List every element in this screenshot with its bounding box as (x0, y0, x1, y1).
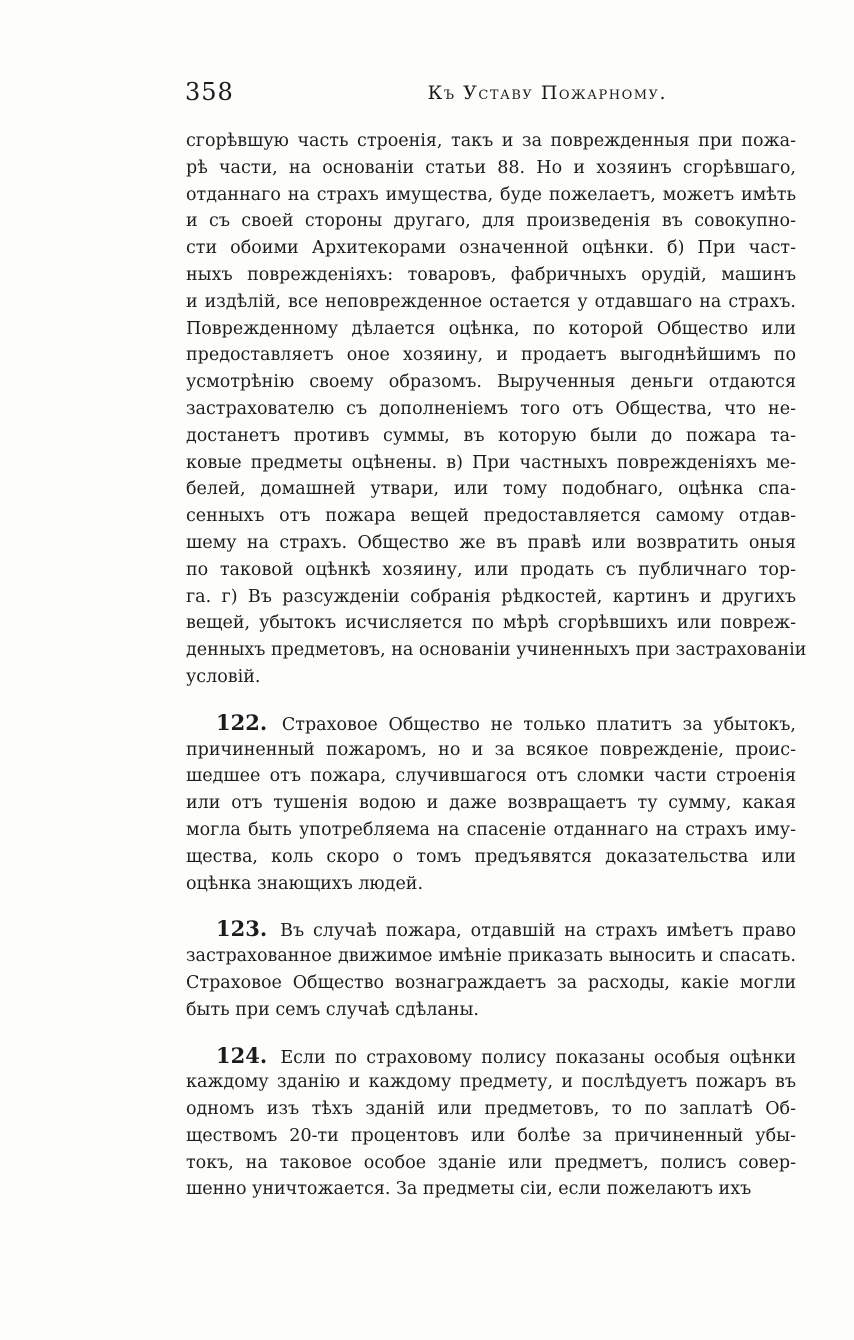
article-122 (186, 710, 796, 898)
text-line: вещей, убытокъ исчисляется по мѣрѣ сгорѣвшихъ или повреж- (186, 613, 796, 634)
text-line: сенныхъ отъ пожара вещей предоставляется самому отдав- (186, 506, 796, 527)
text-line: причиненный пожаромъ, но и за всякое поврежденіе, проис- (186, 739, 796, 760)
article-number: 123. (216, 916, 268, 942)
text-line: рѣ части, на основаніи статьи 88. Но и хозяинъ сгорѣвшаго, (186, 157, 796, 178)
article-123 (186, 916, 796, 1023)
text-line: ковые предметы оцѣнены. в) При частныхъ поврежденіяхъ ме- (186, 452, 796, 473)
text-line: Страховое Общество вознаграждаетъ за расходы, какіе могли (186, 972, 796, 993)
text-line: и издѣлій, все неповрежденное остается у отдавшаго на страхъ. (186, 291, 796, 312)
text-line: Поврежденному дѣлается оцѣнка, по которой Общество или (186, 318, 796, 339)
running-title: Къ Уставу Пожарному. (427, 82, 667, 104)
body-text (186, 128, 807, 1203)
text-line: белей, домашней утвари, или тому подобнаго, оцѣнка спа- (186, 479, 796, 500)
text-line: токъ, на таковое особое зданіе или предметъ, полисъ совер- (186, 1152, 796, 1173)
text-line: шему на страхъ. Общество же въ правѣ или возвратить оныя (186, 532, 796, 553)
text-line: условій. (186, 666, 261, 687)
text-line: шенно уничтожается. За предметы сіи, если пожелаютъ ихъ (186, 1179, 752, 1200)
text-line: застрахованное движимое имѣніе приказать выносить и спасать. (186, 946, 796, 967)
text-line: усмотрѣнію своему образомъ. Вырученныя деньги отдаются (186, 372, 796, 393)
text-line: ныхъ поврежденіяхъ: товаровъ, фабричныхъ орудій, машинъ (186, 264, 796, 285)
text-line: шедшее отъ пожара, случившагося отъ сломки части строенія (186, 766, 796, 787)
text-line: одномъ изъ тѣхъ зданій или предметовъ, то по заплатѣ Об- (186, 1099, 796, 1120)
text-line: могла быть употребляема на спасеніе отданнаго на страхъ иму- (186, 819, 796, 840)
text-line: отданнаго на страхъ имущества, буде пожелаетъ, можетъ имѣть (186, 184, 796, 205)
text-line: застрахователю съ дополненіемъ того отъ Общества, что не- (186, 398, 796, 419)
text-line: каждому зданію и каждому предмету, и послѣдуетъ пожаръ въ (186, 1072, 796, 1093)
text-line: денныхъ предметовъ, на основаніи учиненныхъ при застрахованіи (186, 640, 807, 661)
line-text: Страховое Общество не только платитъ за убытокъ, (271, 714, 796, 735)
text-line: щества, коль скоро о томъ предъявятся доказательства или (186, 846, 796, 867)
text-line: предоставляетъ оное хозяину, и продаетъ выгоднѣйшимъ по (186, 345, 796, 366)
line-text: Въ случаѣ пожара, отдавшій на страхъ имѣетъ право (271, 921, 796, 942)
text-line (186, 710, 796, 737)
text-line: и съ своей стороны другаго, для произведенія въ совокупно- (186, 211, 796, 232)
text-line (186, 1043, 796, 1070)
text-line: достанетъ противъ суммы, въ которую были до пожара та- (186, 425, 796, 446)
text-line: га. г) Въ разсужденіи собранія рѣдкостей, картинъ и другихъ (186, 586, 796, 607)
text-line: быть при семъ случаѣ сдѣланы. (186, 999, 479, 1020)
text-line: ществомъ 20-ти процентовъ или болѣе за причиненный убы- (186, 1125, 796, 1146)
page-number: 358 (185, 78, 234, 106)
text-line: сти обоими Архитекорами означенной оцѣнки. б) При част- (186, 238, 796, 259)
article-124 (186, 1043, 796, 1204)
text-line: по таковой оцѣнкѣ хозяину, или продать съ публичнаго тор- (186, 559, 796, 580)
paragraph-continued (186, 128, 807, 691)
page-header (185, 78, 667, 110)
article-number: 122. (216, 709, 268, 735)
line-text: Если по страховому полису показаны особыя оцѣнки (271, 1047, 796, 1068)
text-line: сгорѣвшую часть строенія, такъ и за поврежденныя при пожа- (186, 131, 796, 151)
text-line (186, 916, 796, 943)
text-line: оцѣнка знающихъ людей. (186, 873, 424, 894)
text-line: или отъ тушенія водою и даже возвращаетъ ту сумму, какая (186, 793, 796, 814)
article-number: 124. (216, 1042, 268, 1068)
